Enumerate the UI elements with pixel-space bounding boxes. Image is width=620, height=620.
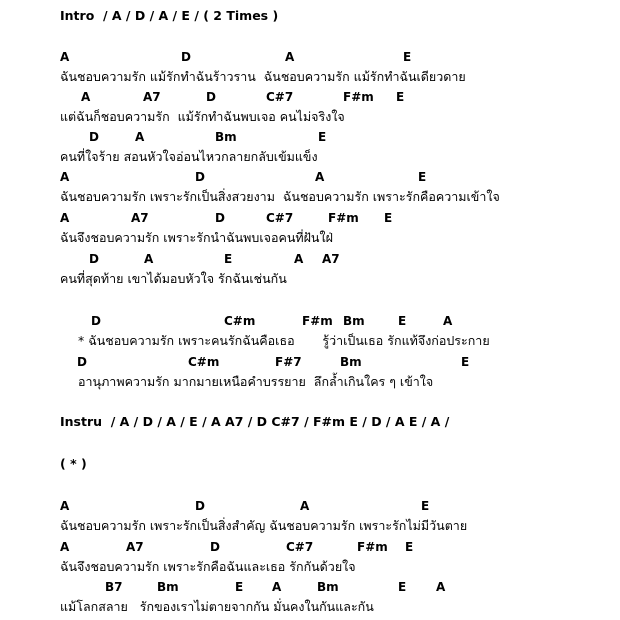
chord: C#m [224,314,256,328]
chord: F#m [357,540,388,554]
chord: E [418,170,427,184]
chord: E [318,130,327,144]
chord: A7 [143,90,161,104]
chord: A [60,499,70,513]
chord: A [60,540,70,554]
chord: A [436,580,446,594]
chord: E [384,211,393,225]
chord: Bm [343,314,365,328]
chord: A7 [131,211,149,225]
chord: D [206,90,216,104]
chord: A [81,90,91,104]
chord: A [315,170,325,184]
lyric-line: คนที่สุดท้าย เขาได้มอบหัวใจ รักฉันเช่นกัน [60,271,287,286]
lyric-line: ฉันชอบความรัก เพราะรักเป็นสิ่งสำคัญ ฉันชอบความรัก เพราะรักไม่มีวันตาย [60,518,468,533]
chord: E [396,90,405,104]
chord: A [285,50,295,64]
intro-line: Intro / A / D / A / E / ( 2 Times ) [60,8,279,23]
chord: E [398,580,407,594]
chord: C#m [188,355,220,369]
chord: A7 [322,252,340,266]
chord: D [89,130,99,144]
lyric-line: แม้โลกสลาย รักของเราไม่ตายจากกัน มั่นคงในกันและกัน [60,599,374,614]
chord: A [144,252,154,266]
chord: Bm [340,355,362,369]
chord: E [224,252,233,266]
chord: F#m [302,314,333,328]
chord: F#m [343,90,374,104]
chord: E [235,580,244,594]
lyric-line: คนที่ใจร้าย สอนหัวใจอ่อนไหวกลายกลับเข้มแข็ง [60,149,318,164]
chord: E [405,540,414,554]
lyric-line: ฉันจึงชอบความรัก เพราะรักคือฉันและเธอ รักกันด้วยใจ [60,559,356,574]
chord: D [91,314,101,328]
instrumental-line: Instru / A / D / A / E / A A7 / D C#7 / F#m E / D / A E / A / [60,414,450,429]
chord: E [421,499,430,513]
chord: A [294,252,304,266]
chord: Bm [317,580,339,594]
lyric-line: อานุภาพความรัก มากมายเหนือคำบรรยาย ลึกล้ำเกินใคร ๆ เข้าใจ [78,374,434,389]
chord: E [398,314,407,328]
chord: A [60,211,70,225]
chord: Bm [157,580,179,594]
chord: E [403,50,412,64]
lyric-line: * ฉันชอบความรัก เพราะคนรักฉันคือเธอ รู้ว่าเป็นเธอ รักแท้จึงก่อประกาย [78,333,490,348]
chord: D [195,499,205,513]
chord: A [60,170,70,184]
chord: F#m [328,211,359,225]
chord: D [181,50,191,64]
chord: C#7 [286,540,314,554]
chord: Bm [215,130,237,144]
chord: D [89,252,99,266]
chord: A [60,50,70,64]
chord: A [300,499,310,513]
chord: F#7 [275,355,302,369]
chord: D [215,211,225,225]
chord: D [195,170,205,184]
repeat-chorus-marker: ( * ) [60,456,87,471]
chord: D [77,355,87,369]
chord: D [210,540,220,554]
lyric-line: ฉันชอบความรัก เพราะรักเป็นสิ่งสวยงาม ฉันชอบความรัก เพราะรักคือความเข้าใจ [60,189,500,204]
chord: E [461,355,470,369]
chord: A7 [126,540,144,554]
chord: C#7 [266,90,294,104]
chord: A [272,580,282,594]
chord: C#7 [266,211,294,225]
chord: A [443,314,453,328]
chord: B7 [105,580,123,594]
lyric-line: ฉันจึงชอบความรัก เพราะรักนำฉันพบเจอคนที่ฝันใฝ่ [60,230,333,245]
lyric-line: ฉันชอบความรัก แม้รักทำฉันร้าวราน ฉันชอบความรัก แม้รักทำฉันเดียวดาย [60,69,466,84]
chord: A [135,130,145,144]
lyric-line: แต่ฉันก็ชอบความรัก แม้รักทำฉันพบเจอ คนไม่จริงใจ [60,109,345,124]
